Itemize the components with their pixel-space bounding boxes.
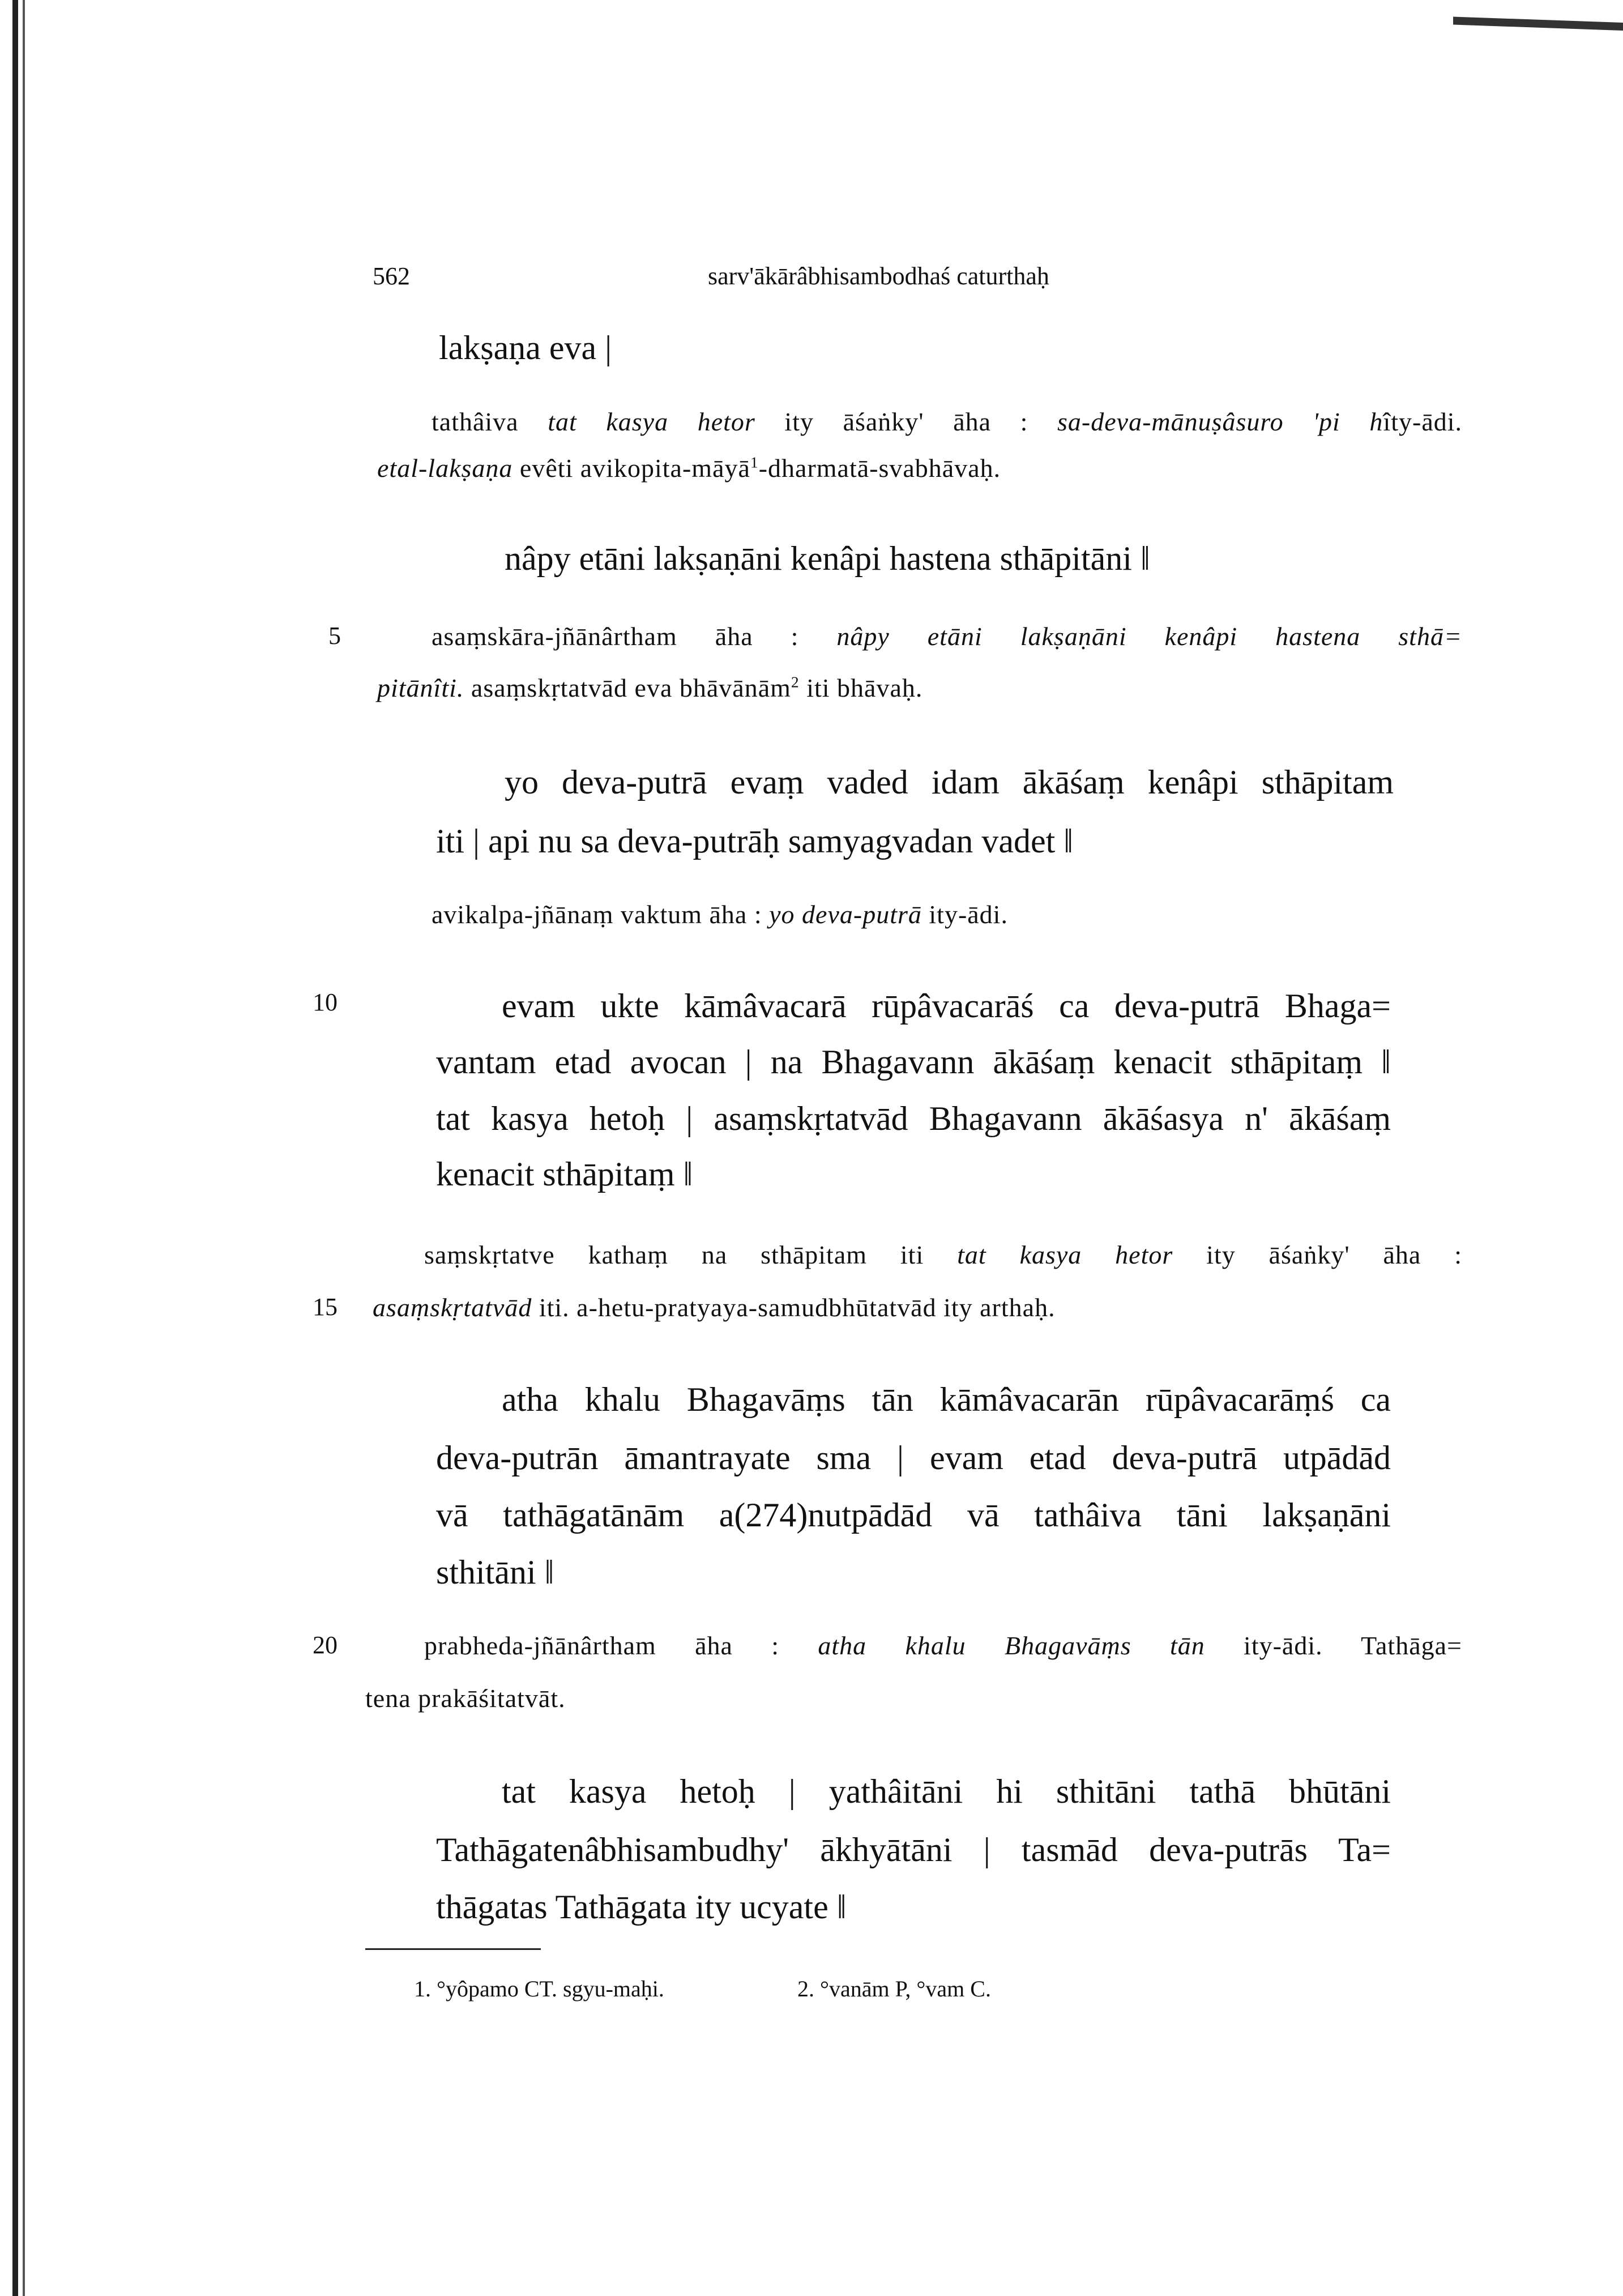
footnote-rule (365, 1948, 541, 1950)
text-segment: asaṃskāra-jñānârtham āha : (432, 622, 837, 651)
text-segment: asaṃskṛtatvād eva bhāvānām (464, 673, 791, 702)
quoted-text: pitānîti. (377, 673, 464, 702)
scan-corner-mark (1453, 17, 1623, 31)
text-segment: thāgatas Tathāgata ity ucyate ‖ (436, 1888, 847, 1926)
text-segment: îty-ādi. (1383, 407, 1463, 436)
quoted-text: atha khalu Bhagavāṃs tān (818, 1631, 1205, 1660)
line-number: 5 (328, 622, 341, 650)
text-segment: ity-ādi. (921, 900, 1008, 929)
commentary-line (432, 407, 1462, 437)
text-segment: yo deva-putrā evaṃ vaded idam ākāśaṃ kenâpi sthāpitam (505, 763, 1394, 801)
text-segment: kenacit sthāpitaṃ ‖ (436, 1155, 693, 1193)
verse-line (436, 1553, 554, 1592)
verse-line (502, 1380, 1391, 1419)
commentary-line (432, 899, 1008, 929)
footnote-number: 1. (414, 1976, 431, 2001)
text-segment: evêti avikopita-māyā (512, 454, 750, 483)
text-segment: saṃskṛtatve kathaṃ na sthāpitam iti (424, 1240, 958, 1269)
verse-line (436, 1830, 1391, 1870)
commentary-line (424, 1240, 1462, 1270)
verse-line (436, 822, 1073, 861)
quoted-text: etal-lakṣaṇa (377, 454, 513, 483)
quoted-text: yo deva-putrā (769, 900, 922, 929)
text-segment: vā tathāgatānām a(274)nutpādād vā tathâiva tāni lakṣaṇāni (436, 1496, 1391, 1534)
footnote-1 (414, 1975, 664, 2002)
commentary-line (365, 1683, 566, 1713)
line-number: 10 (313, 988, 338, 1016)
text-segment: iti bhāvaḥ. (799, 673, 923, 702)
commentary-line (424, 1631, 1462, 1661)
text-segment: tat kasya hetoḥ | yathâitāni hi sthitāni tathā bhūtāni (502, 1773, 1391, 1810)
text-segment: atha khalu Bhagavāṃs tān kāmâvacarān rūpâvacarāṃś ca (502, 1381, 1391, 1418)
quoted-text: sa-deva-mānuṣâsuro 'pi h (1057, 407, 1383, 436)
page-number: 562 (373, 262, 410, 290)
footnote-text: °vanām P, °vam C. (820, 1976, 991, 2001)
text-segment: tena prakāśitatvāt. (365, 1684, 566, 1713)
footnote-text: °yôpamo CT. sgyu-maḥi. (437, 1976, 664, 2001)
text-segment: -dharmatā-svabhāvaḥ. (758, 454, 1001, 483)
quoted-text: tat kasya hetor (548, 407, 755, 436)
line-number: 15 (313, 1293, 338, 1321)
verse-line (436, 1439, 1391, 1478)
text-segment: ity āśaṅky' āha : (755, 407, 1058, 436)
verse-line (436, 1155, 693, 1194)
text-segment: avikalpa-jñānaṃ vaktum āha : (432, 900, 770, 929)
quoted-text: nâpy etāni lakṣaṇāni kenâpi hastena sthā= (836, 622, 1462, 651)
text-segment: lakṣaṇa eva | (439, 329, 612, 366)
text-segment: nâpy etāni lakṣaṇāni kenâpi hastena sthāpitāni ‖ (505, 540, 1150, 577)
text-segment: iti | api nu sa deva-putrāḥ samyagvadan vadet ‖ (436, 822, 1074, 860)
footnote-number: 2. (797, 1976, 814, 2001)
verse-line (505, 539, 1150, 578)
text-segment: prabheda-jñānârtham āha : (424, 1631, 818, 1660)
text-segment: iti. a-hetu-pratyaya-samudbhūtatvād ity arthaḥ. (532, 1293, 1056, 1322)
commentary-line (432, 621, 1462, 651)
line-number: 20 (313, 1631, 338, 1659)
quoted-text: tat kasya hetor (957, 1240, 1173, 1269)
commentary-line (373, 1292, 1056, 1322)
scan-edge-line (23, 0, 25, 2296)
text-segment: sthitāni ‖ (436, 1554, 554, 1591)
text-segment: deva-putrān āmantrayate sma | evam etad deva-putrā utpādād (436, 1439, 1391, 1476)
text-segment: tathâiva (432, 407, 548, 436)
scan-edge-shadow (12, 0, 18, 2296)
footnote-2 (797, 1975, 991, 2002)
quoted-text: asaṃskṛtatvād (373, 1293, 532, 1322)
running-title: sarv'ākārâbhisambodhaś caturthaḥ (708, 262, 1049, 290)
verse-line (436, 1043, 1391, 1082)
text-segment: tat kasya hetoḥ | asaṃskṛtatvād Bhagavann ākāśasya n' ākāśaṃ (436, 1100, 1391, 1137)
verse-line (439, 328, 612, 368)
verse-line (502, 1772, 1391, 1811)
text-segment: ity-ādi. Tathāga= (1205, 1631, 1462, 1660)
verse-line (436, 1888, 847, 1927)
text-segment: vantam etad avocan | na Bhagavann ākāśaṃ kenacit sthāpitaṃ ‖ (436, 1043, 1391, 1081)
commentary-line (377, 453, 1001, 483)
footnote-ref: 2 (791, 673, 800, 691)
footnote-ref: 1 (750, 453, 759, 471)
verse-line (505, 763, 1394, 802)
text-segment: Tathāgatenâbhisambudhy' ākhyātāni | tasmād deva-putrās Ta= (436, 1831, 1391, 1868)
text-segment: ity āśaṅky' āha : (1173, 1240, 1462, 1269)
commentary-line (377, 673, 922, 703)
verse-line (436, 1099, 1391, 1138)
verse-line (502, 987, 1391, 1026)
text-segment: evam ukte kāmâvacarā rūpâvacarāś ca deva-putrā Bhaga= (502, 987, 1391, 1025)
verse-line (436, 1496, 1391, 1535)
